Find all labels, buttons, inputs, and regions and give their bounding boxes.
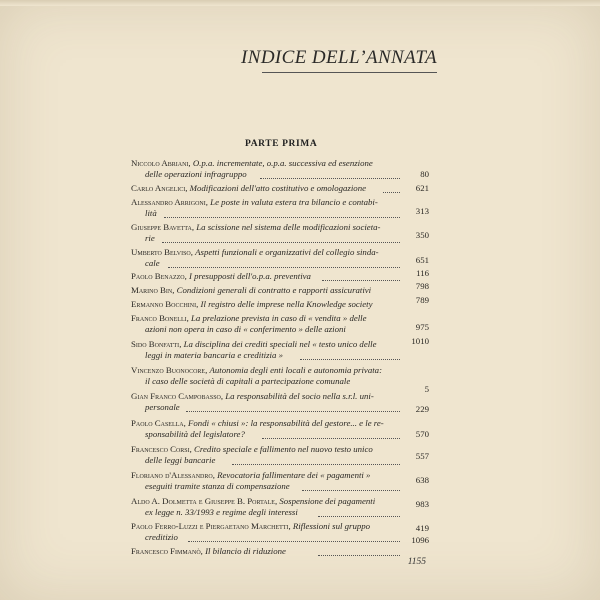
entry-line: delle operazioni infragruppo <box>145 169 247 179</box>
section-title: PARTE PRIMA <box>245 139 318 149</box>
entry-line: Giuseppe Bavetta, La scissione nel sistema delle modificazioni societa- <box>131 222 381 232</box>
entry-page: 1010 <box>411 336 429 346</box>
entry-page: 789 <box>415 295 429 305</box>
entry-line: Floriano d'Alessandro, Revocatoria fallimentare dei « pagamenti » <box>131 470 371 480</box>
entry-page: 80 <box>420 169 429 179</box>
entry-page: 798 <box>415 281 429 291</box>
entry-line: Carlo Angelici, Modificazioni dell'atto costitutivo e omologazione <box>131 183 367 193</box>
entry-line: Gian Franco Campobasso, La responsabilità del socio nella s.r.l. uni- <box>131 391 374 401</box>
entry-line: Francesco Fimmanò, Il bilancio di riduzione <box>131 546 286 556</box>
leader-dots <box>186 403 400 412</box>
entry-line: lità <box>145 208 157 218</box>
leader-dots <box>162 234 400 243</box>
entry-page: 350 <box>415 230 429 240</box>
entry-page: 651 <box>415 255 429 265</box>
entry-line: Niccolo Abriani, O.p.a. incrementate, o.p.a. successiva ed esenzione <box>131 158 373 168</box>
entry-page: 313 <box>415 206 429 216</box>
leader-dots <box>168 259 400 268</box>
entry-line: Paolo Casella, Fondi « chiusi »: la responsabilità del gestore... e le re- <box>131 418 384 428</box>
entry-line: Francesco Corsi, Credito speciale e fallimento nel nuovo testo unico <box>131 444 373 454</box>
entry-page: 570 <box>415 429 429 439</box>
entry-title: O.p.a. incrementate, o.p.a. successiva ed esenzione <box>192 158 373 168</box>
entry-line: personale <box>145 402 180 412</box>
entry-page: 557 <box>415 451 429 461</box>
entry-line: Alessandro Arrigoni, Le poste in valuta estera tra bilancio e contabi- <box>131 197 378 207</box>
leader-dots <box>300 351 400 360</box>
entry-line: leggi in materia bancaria e creditizia » <box>145 350 283 360</box>
entry-page: 975 <box>415 322 429 332</box>
leader-dots <box>318 547 400 556</box>
entry-page: 638 <box>415 475 429 485</box>
entry-line: rie <box>145 233 155 243</box>
entry-page: 5 <box>424 384 429 394</box>
entry-author: Niccolo Abriani <box>131 158 189 168</box>
entry-page: 229 <box>415 404 429 414</box>
entry-line: Sido Bonfatti, La disciplina dei crediti speciali nel « testo unico delle <box>131 339 377 349</box>
entry-line: creditizio <box>145 532 178 542</box>
entry-line: eseguiti tramite stanza di compensazione <box>145 481 290 491</box>
entry-line: Paolo Benazzo, I presupposti dell'o.p.a. preventiva <box>131 271 311 281</box>
leader-dots <box>262 430 400 439</box>
entry-line: azioni non opera in caso di « conferimento » delle azioni <box>145 324 346 334</box>
entry-line: Ermanno Bocchini, Il registro delle imprese nella Knowledge society <box>131 299 373 309</box>
entry-line: il caso delle società di capitali a partecipazione comunale <box>145 376 351 386</box>
entry-line: sponsabilità del legislatore? <box>145 429 245 439</box>
entry-line: Marino Bin, Condizioni generali di contratto e rapporti assicurativi <box>131 285 372 295</box>
leader-dots <box>260 170 400 179</box>
leader-dots <box>188 533 400 542</box>
leader-dots <box>318 508 400 517</box>
leader-dots <box>383 184 400 193</box>
entry-page: 419 <box>415 523 429 533</box>
entry-page: 621 <box>415 183 429 193</box>
entry-page: 116 <box>416 268 429 278</box>
entry-line: Franco Bonelli, La prelazione prevista in caso di « vendita » delle <box>131 313 367 323</box>
entry-line: Umberto Belviso, Aspetti funzionali e organizzativi del collegio sinda- <box>131 247 379 257</box>
entry-line: cale <box>145 258 160 268</box>
entry-line: Paolo Ferro-Luzzi e Piergaetano Marchetti, Riflessioni sul gruppo <box>131 521 371 531</box>
page-number: 1155 <box>407 557 426 567</box>
leader-dots <box>302 482 400 491</box>
entry-line: delle leggi bancarie <box>145 455 216 465</box>
entry-line: ex legge n. 33/1993 e regime degli interessi <box>145 507 298 517</box>
entry-page: 1096 <box>411 535 429 545</box>
leader-dots <box>322 272 400 281</box>
leader-dots <box>164 209 400 218</box>
header-title: INDICE DELL’ANNATA <box>241 47 437 68</box>
leader-dots <box>232 456 400 465</box>
entry-line: Aldo A. Dolmetta e Giuseppe B. Portale, Sospensione dei pagamenti <box>131 496 376 506</box>
entry-page: 983 <box>415 499 429 509</box>
entry-line: Vincenzo Buonocore, Autonomia degli enti locali e autonomia privata: <box>131 365 382 375</box>
